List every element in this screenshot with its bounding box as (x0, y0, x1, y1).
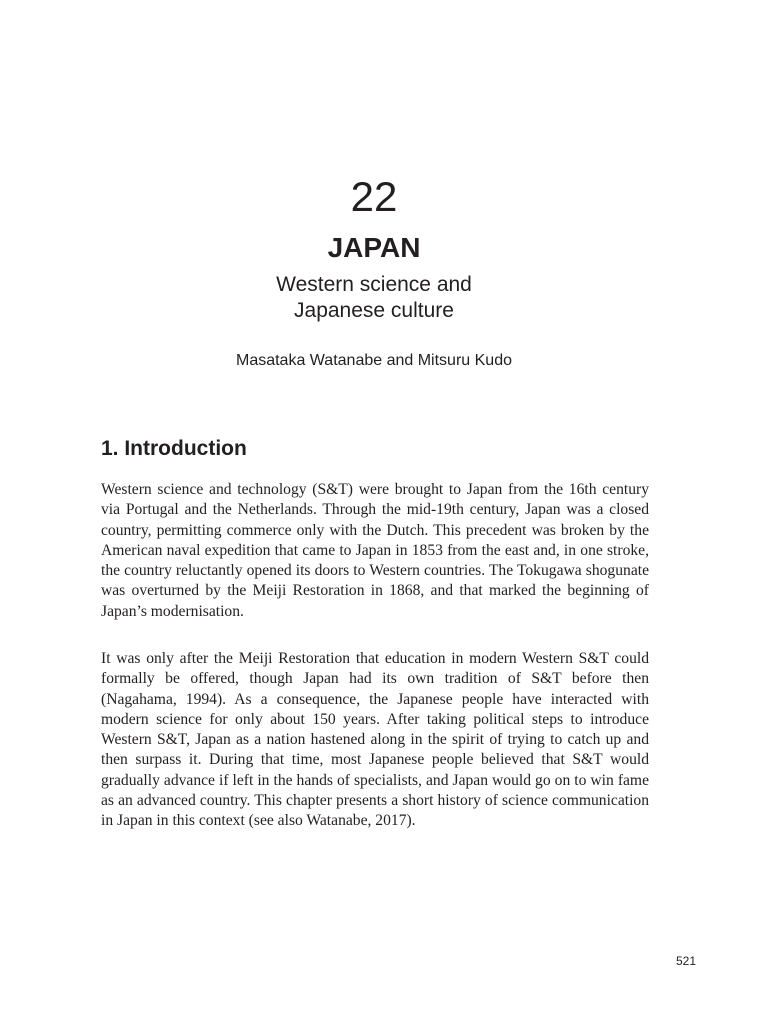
chapter-subtitle-line: Western science and (276, 273, 472, 296)
chapter-subtitle-line: Japanese culture (294, 299, 454, 322)
body-paragraph: Western science and technology (S&T) were brought to Japan from the 16th century via Portugal and the Netherlands. Through the mid-19th century, Japan was a closed country, permitting commerce only with the Dutch. This precedent was broken by the American naval expedition that came to Japan in 1853 from the east and, in one stroke, the country reluctantly opened its doors to Western countries. The Tokugawa shogunate was overturned by the Meiji Restoration in 1868, and that marked the beginning of Japan’s modernisation. (101, 481, 649, 620)
chapter-subtitle (0, 272, 748, 324)
chapter-title: JAPAN (327, 232, 421, 263)
chapter-number: 22 (350, 173, 398, 220)
chapter-authors: Masataka Watanabe and Mitsuru Kudo (235, 352, 512, 369)
section-heading: 1. Introduction (101, 437, 247, 460)
body-paragraph: It was only after the Meiji Restoration that education in modern Western S&T could formally be offered, though Japan had its own tradition of S&T before then (Nagahama, 1994). As a consequence, the Japanese people have interacted with modern science for only about 150 years. After taking political steps to introduce Western S&T, Japan as a nation hastened along in the spirit of trying to catch up and then surpass it. During that time, most Japanese people believed that S&T would gradually advance if left in the hands of specialists, and Japan would go on to win fame as an advanced country. This chapter presents a short history of science communication in Japan in this context (see also Watanabe, 2017). (101, 650, 649, 830)
page-number: 521 (675, 954, 696, 968)
